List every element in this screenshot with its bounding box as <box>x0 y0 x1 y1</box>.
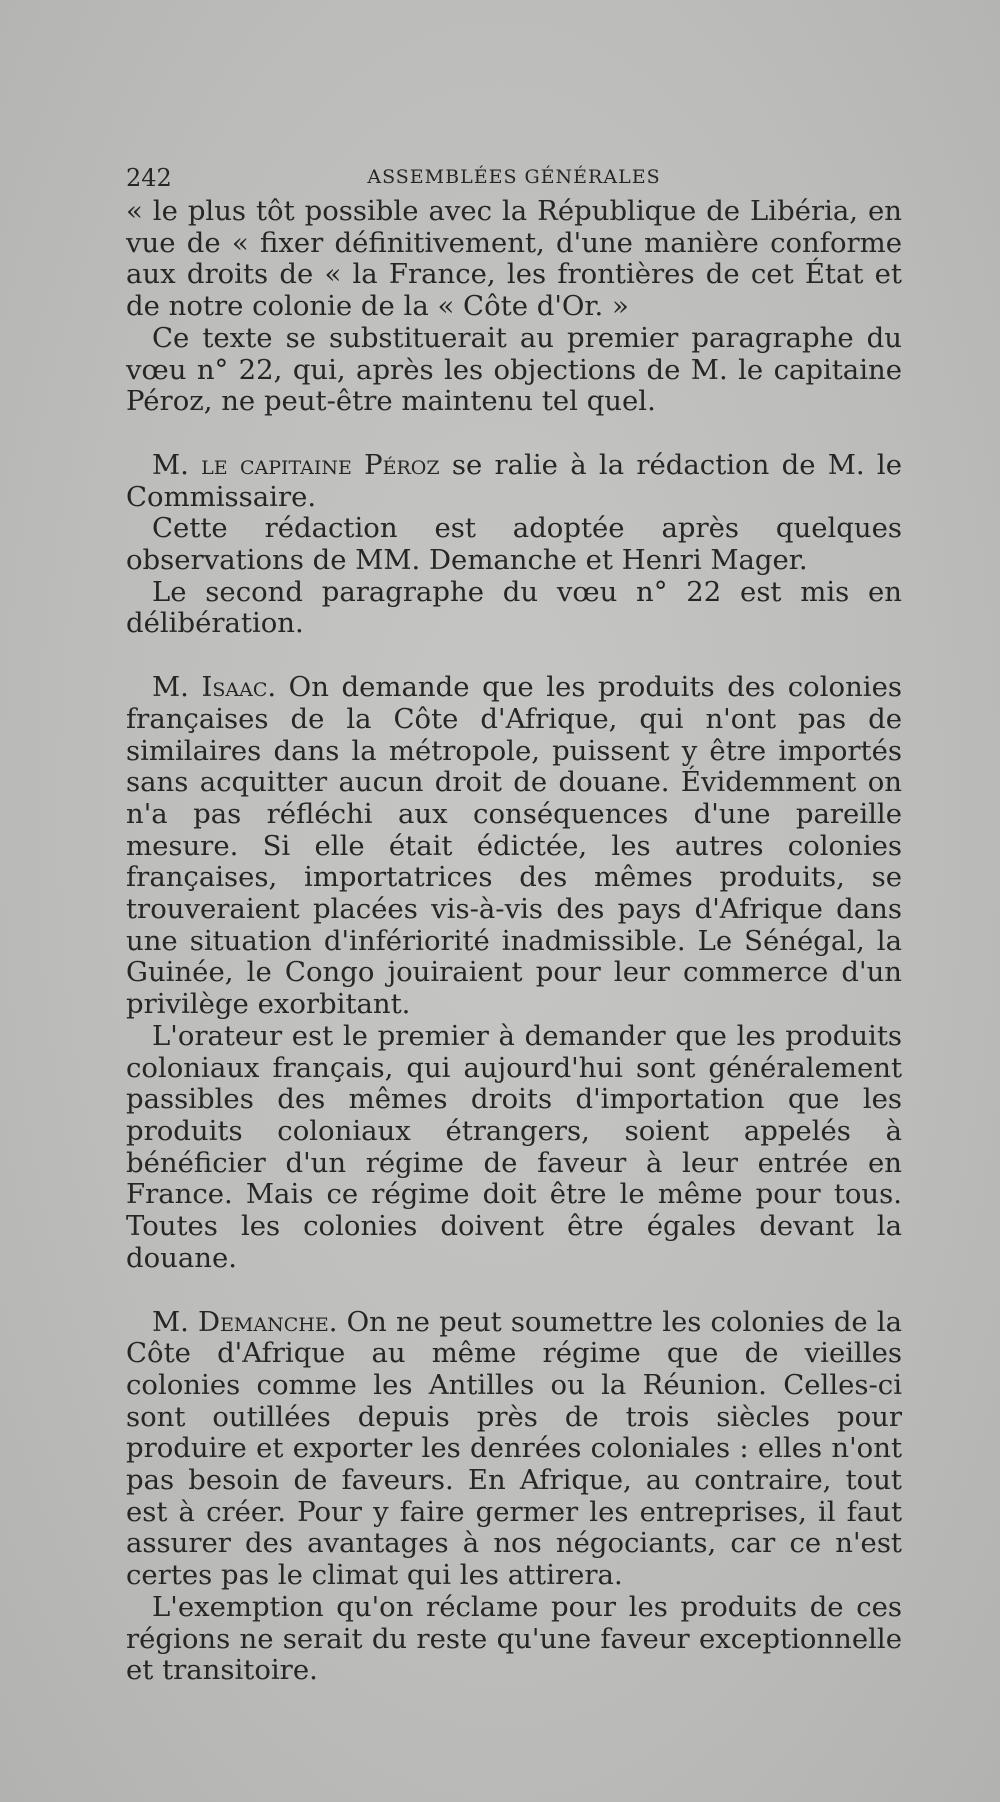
paragraph-text: Cette rédaction est adoptée après quelques observations de MM. Demanche et Henri Mager. <box>126 512 902 577</box>
speaker-name: M. Demanche. <box>152 1305 338 1338</box>
running-title: ASSEMBLÉES GÉNÉRALES <box>367 166 661 188</box>
speaker-name: M. Isaac. <box>152 671 277 704</box>
isaac-statement-paragraph <box>126 672 902 1021</box>
adoption-paragraph <box>126 513 902 576</box>
paragraph-text: se ralie à la rédaction de M. le Commissaire. <box>126 448 902 513</box>
paragraph-text: Le second paragraphe du vœu n° 22 est mis en délibération. <box>126 575 902 640</box>
second-paragraph-deliberation <box>126 577 902 640</box>
demanche-continuation-paragraph <box>126 1592 902 1687</box>
page-number: 242 <box>126 164 172 192</box>
book-page <box>126 160 902 1687</box>
demanche-statement-paragraph <box>126 1307 902 1592</box>
paragraph-text: On demande que les produits des colonies françaises de la Côte d'Afrique, qui n'ont pas de similaires dans la métropole, puissent y être importés sans acquitter aucun droit de douane. Évidemment on n'a pas réfléchi aux conséquences d'une pareille mesure. Si elle était édictée, les autres colonies françaises, importatrices des mêmes produits, se trouveraient placées vis-à-vis des pays d'Afrique dans une situation d'infériorité inadmissible. Le Sénégal, la Guinée, le Congo jouiraient pour leur commerce d'un privilège exorbitant. <box>126 671 902 1021</box>
paragraph-text: L'exemption qu'on réclame pour les produits de ces régions ne serait du reste qu'une faveur exceptionnelle et transitoire. <box>126 1590 902 1687</box>
speaker-name: M. le capitaine Péroz <box>152 448 440 481</box>
isaac-continuation-paragraph <box>126 1021 902 1275</box>
peroz-statement-paragraph <box>126 450 902 513</box>
paragraph-text: « le plus tôt possible avec la République de Libéria, en vue de « fixer définitivement, d'une manière conforme aux droits de « la France, les frontières de cet État et de notre colonie de la « Côte d'Or. » <box>126 195 902 323</box>
paragraph-text: On ne peut soumettre les colonies de la Côte d'Afrique au même régime que de vieilles colonies comme les Antilles ou la Réunion. Celles-ci sont outillées depuis près de trois siècles pour produire et exporter les denrées coloniales : elles n'ont pas besoin de faveurs. En Afrique, au contraire, tout est à créer. Pour y faire germer les entreprises, il faut assurer des avantages à nos négociants, car ce n'est certes pas le climat qui les attirera. <box>126 1305 903 1592</box>
quoted-resolution-paragraph <box>126 196 902 323</box>
running-header <box>126 160 902 196</box>
paragraph-text: L'orateur est le premier à demander que les produits coloniaux français, qui aujourd'hui sont généralement passibles des mêmes droits d'importation que les produits coloniaux étrangers, soient appelés à bénéficier d'un régime de faveur à leur entrée en France. Mais ce régime doit être le même pour tous. Toutes les colonies doivent être égales devant la douane. <box>126 1019 902 1274</box>
paragraph-text: Ce texte se substituerait au premier paragraphe du vœu n° 22, qui, après les objections de M. le capitaine Péroz, ne peut-être maintenu tel quel. <box>126 321 902 418</box>
commissioner-proposal-paragraph <box>126 323 902 418</box>
